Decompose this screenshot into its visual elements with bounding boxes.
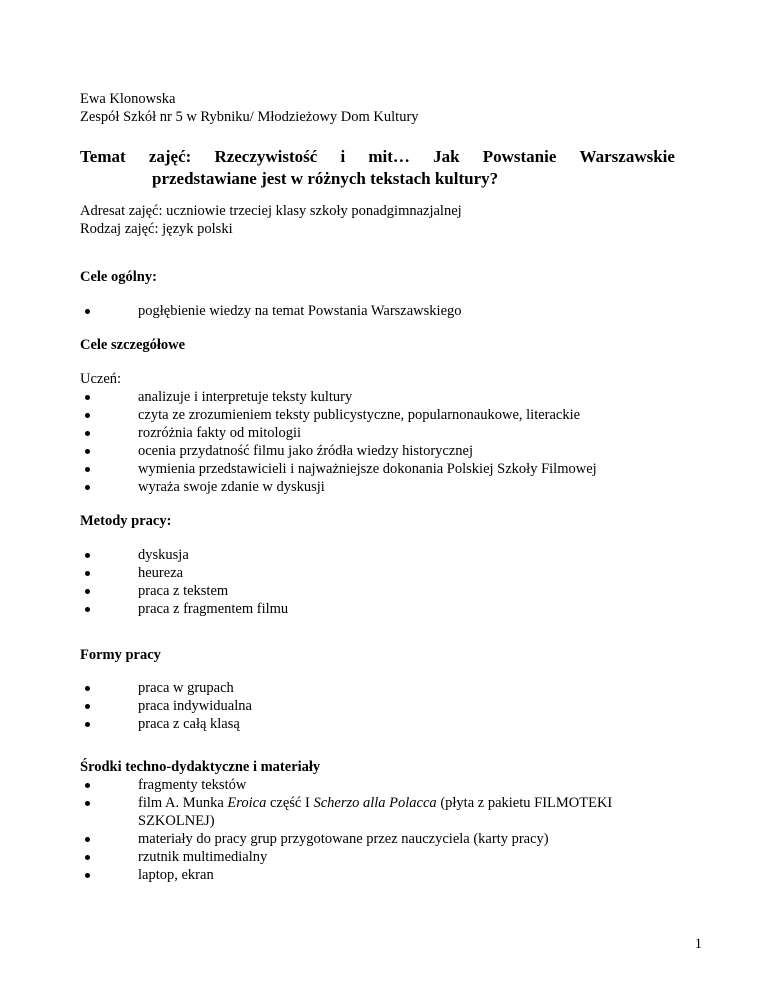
list-item: laptop, ekran	[80, 866, 680, 884]
text-run: SZKOLNEJ)	[138, 813, 215, 829]
list-item: praca z całą klasą	[80, 715, 680, 733]
title-word: Jak	[433, 147, 460, 166]
list-item: praca z tekstem	[80, 582, 680, 600]
list-item: materiały do pracy grup przygotowane przez nauczyciela (karty pracy)	[80, 830, 680, 848]
formy-list	[80, 679, 680, 733]
title-word: Warszawskie	[579, 147, 675, 166]
adresat-line: Adresat zajęć: uczniowie trzeciej klasy szkoły ponadgimnazjalnej	[80, 203, 462, 219]
srodki-list	[80, 776, 680, 884]
author-name: Ewa Klonowska	[80, 91, 176, 107]
meta-block	[80, 202, 680, 238]
film-title: Eroica	[227, 795, 267, 811]
page-number: 1	[694, 936, 702, 952]
cele-ogolne-heading: Cele ogólny:	[80, 269, 157, 285]
school-name: Zespół Szkół nr 5 w Rybniku/ Młodzieżowy Dom Kultury	[80, 109, 419, 125]
title-word: Powstanie	[482, 147, 557, 166]
title-line-2: przedstawiane jest w różnych tekstach kultury?	[152, 169, 499, 188]
cele-ogolne-list	[80, 302, 680, 320]
title-word: Temat	[80, 147, 126, 166]
text-run: część I	[266, 795, 314, 811]
list-item: ocenia przydatność filmu jako źródła wiedzy historycznej	[80, 442, 680, 460]
uczen-label: Uczeń:	[80, 371, 122, 387]
metody-heading: Metody pracy:	[80, 513, 172, 529]
text-run: film A. Munka	[138, 795, 228, 811]
list-item: praca z fragmentem filmu	[80, 600, 680, 618]
text-run: (płyta z pakietu FILMOTEKI	[436, 795, 613, 811]
list-item: rzutnik multimedialny	[80, 848, 680, 866]
rodzaj-line: Rodzaj zajęć: język polski	[80, 221, 233, 237]
list-item: wyraża swoje zdanie w dyskusji	[80, 478, 680, 496]
list-item: praca indywidualna	[80, 697, 680, 715]
cele-szczegolowe-list	[80, 388, 680, 496]
title-word: zajęć:	[148, 147, 192, 166]
cele-szczegolowe-heading: Cele szczegółowe	[80, 337, 186, 353]
list-item: heureza	[80, 564, 680, 582]
lesson-title	[80, 146, 675, 190]
list-item: dyskusja	[80, 546, 680, 564]
metody-list	[80, 546, 680, 618]
header-block	[80, 90, 680, 126]
list-item	[80, 794, 680, 830]
list-item: praca w grupach	[80, 679, 680, 697]
list-item: analizuje i interpretuje teksty kultury	[80, 388, 680, 406]
list-item: pogłębienie wiedzy na temat Powstania Warszawskiego	[80, 302, 680, 320]
list-item: czyta ze zrozumieniem teksty publicystyczne, popularnonaukowe, literackie	[80, 406, 680, 424]
srodki-heading: Środki techno-dydaktyczne i materiały	[80, 759, 321, 775]
film-part-title: Scherzo alla Polacca	[313, 795, 437, 811]
list-item: wymienia przedstawicieli i najważniejsze dokonania Polskiej Szkoły Filmowej	[80, 460, 680, 478]
list-item: fragmenty tekstów	[80, 776, 680, 794]
list-item: rozróżnia fakty od mitologii	[80, 424, 680, 442]
formy-heading: Formy pracy	[80, 647, 161, 663]
title-word: mit…	[368, 147, 410, 166]
title-word: i	[340, 147, 346, 166]
title-word: Rzeczywistość	[214, 147, 318, 166]
